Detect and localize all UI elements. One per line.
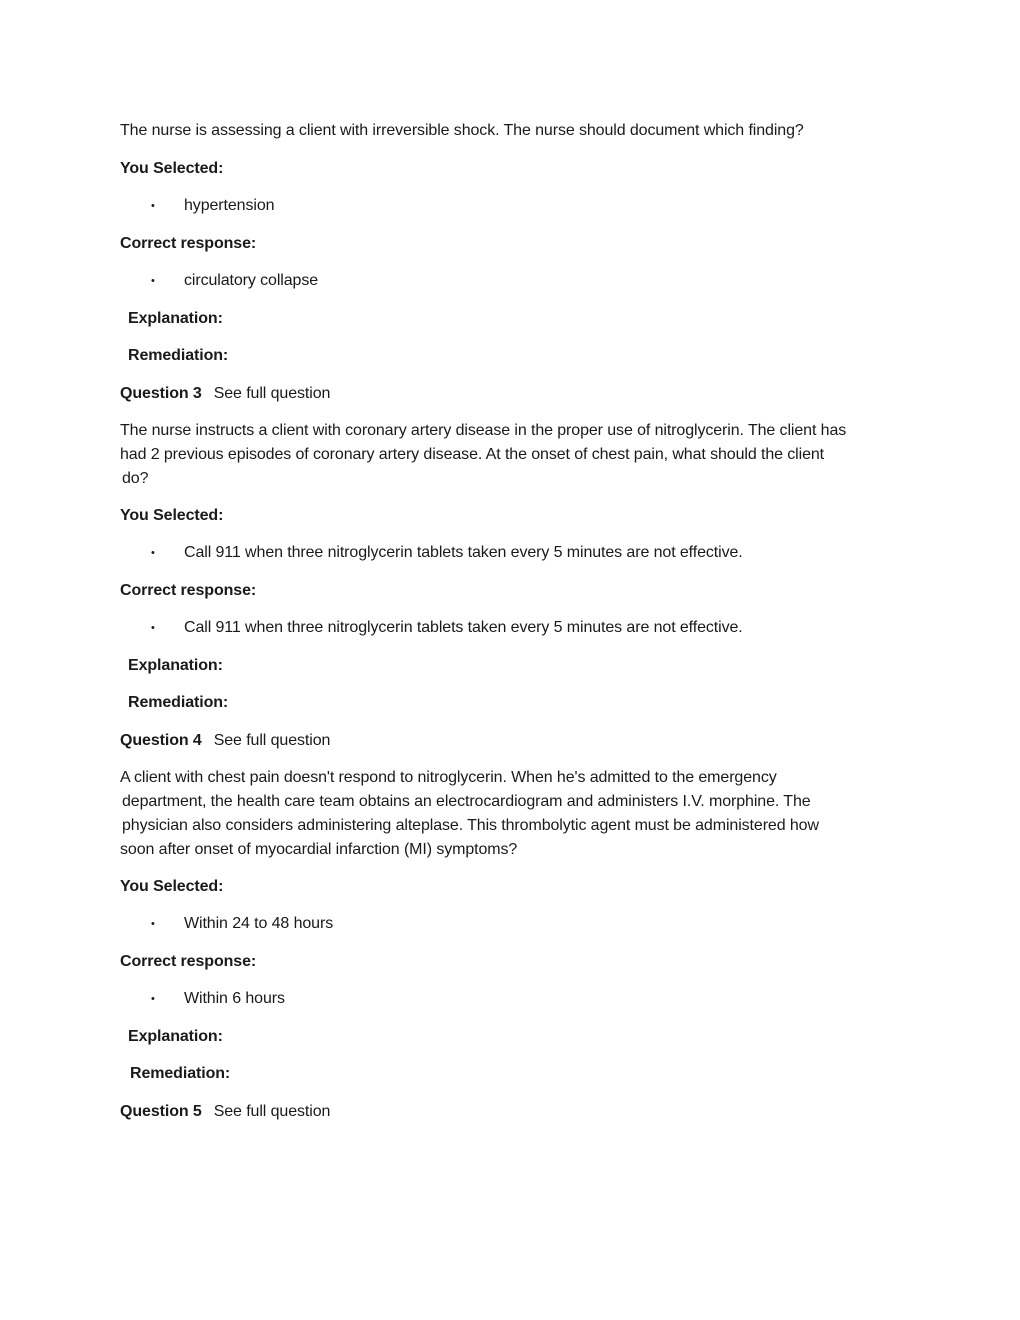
- question-stem-line: department, the health care team obtains an electrocardiogram and administers I.V. morphine. The: [122, 793, 811, 810]
- see-full-question-link[interactable]: See full question: [213, 1103, 331, 1120]
- question-stem-line: had 2 previous episodes of coronary artery disease. At the onset of chest pain, what should the client: [120, 446, 825, 463]
- bullet-icon: •: [151, 993, 155, 1005]
- see-full-question-link[interactable]: See full question: [213, 732, 331, 749]
- correct-answer: circulatory collapse: [184, 272, 319, 289]
- bullet-icon: •: [151, 547, 155, 559]
- correct-response-label: Correct response:: [120, 582, 257, 599]
- selected-answer: hypertension: [184, 197, 275, 214]
- you-selected-label: You Selected:: [120, 160, 224, 177]
- explanation-label: Explanation:: [128, 1028, 223, 1045]
- remediation-label: Remediation:: [130, 1065, 231, 1082]
- question-stem-line: soon after onset of myocardial infarction (MI) symptoms?: [120, 841, 518, 858]
- question-stem-line: do?: [122, 470, 149, 487]
- selected-answer: Within 24 to 48 hours: [184, 915, 334, 932]
- explanation-label: Explanation:: [128, 310, 223, 327]
- selected-answer: Call 911 when three nitroglycerin tablets taken every 5 minutes are not effective.: [184, 544, 743, 561]
- bullet-icon: •: [151, 622, 155, 634]
- correct-answer: Call 911 when three nitroglycerin tablets taken every 5 minutes are not effective.: [184, 619, 743, 636]
- remediation-label: Remediation:: [128, 694, 229, 711]
- question-header: [120, 1100, 330, 1124]
- you-selected-label: You Selected:: [120, 507, 224, 524]
- explanation-label: Explanation:: [128, 657, 223, 674]
- question-number: Question 5: [120, 1103, 202, 1120]
- you-selected-label: You Selected:: [120, 878, 224, 895]
- remediation-label: Remediation:: [128, 347, 229, 364]
- correct-response-label: Correct response:: [120, 235, 257, 252]
- question-header: [120, 382, 330, 406]
- question-stem-line: The nurse instructs a client with coronary artery disease in the proper use of nitroglycerin. The client has: [120, 422, 847, 439]
- bullet-icon: •: [151, 918, 155, 930]
- question-stem-line: A client with chest pain doesn't respond to nitroglycerin. When he's admitted to the emergency: [120, 769, 777, 786]
- question-stem-line: The nurse is assessing a client with irreversible shock. The nurse should document which finding?: [120, 122, 804, 139]
- bullet-icon: •: [151, 275, 155, 287]
- question-header: [120, 729, 330, 753]
- bullet-icon: •: [151, 200, 155, 212]
- correct-response-label: Correct response:: [120, 953, 257, 970]
- question-number: Question 3: [120, 385, 202, 402]
- see-full-question-link[interactable]: See full question: [213, 385, 331, 402]
- question-number: Question 4: [120, 732, 202, 749]
- correct-answer: Within 6 hours: [184, 990, 285, 1007]
- question-stem-line: physician also considers administering alteplase. This thrombolytic agent must be administered how: [122, 817, 819, 834]
